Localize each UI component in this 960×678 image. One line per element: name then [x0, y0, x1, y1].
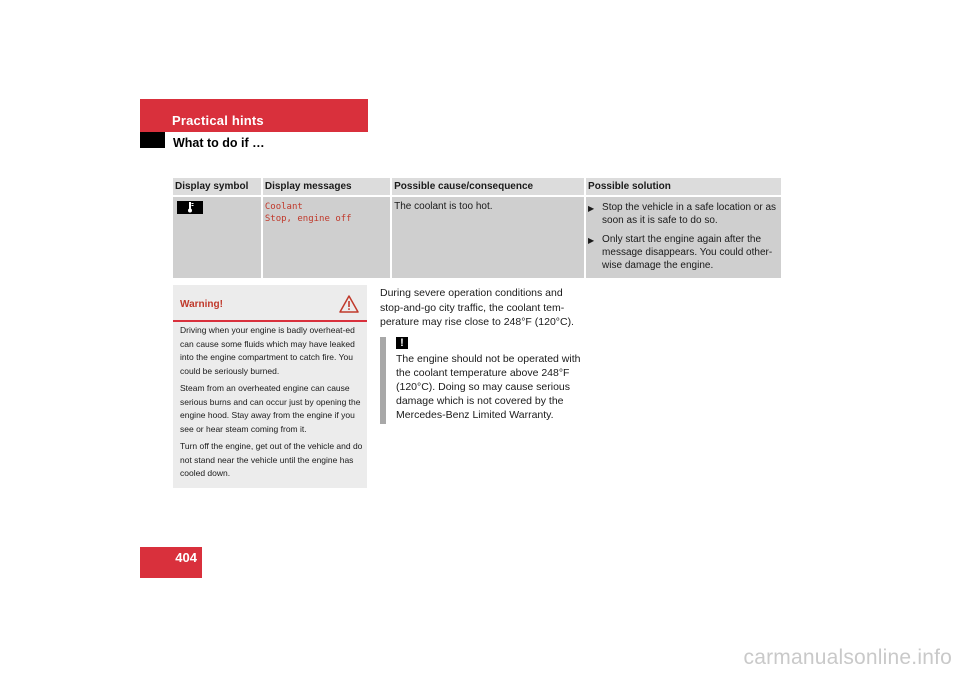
page-number: 404	[140, 547, 202, 578]
solution-item	[588, 201, 778, 227]
warning-paragraph: Driving when your engine is badly overheat-ed can cause some fluids which may have leaked into the engine compartment to catch fire. You could be seriously burned.	[180, 325, 355, 376]
header-display-symbol: Display symbol	[173, 178, 262, 196]
solution-text: Stop the vehicle in a safe location or as soon as it is safe to do so.	[602, 202, 777, 226]
solution-cell	[585, 196, 781, 278]
coolant-temperature-icon	[177, 201, 203, 214]
warning-body	[180, 324, 363, 485]
warning-title: Warning!	[180, 299, 223, 310]
header-possible-cause: Possible cause/consequence	[391, 178, 585, 196]
section-title: Practical hints	[140, 99, 368, 132]
solution-item	[588, 233, 778, 272]
message-line-stop: Stop, engine off	[264, 214, 352, 224]
symbol-cell	[173, 196, 262, 278]
watermark: carmanualsonline.info	[743, 646, 952, 669]
bullet-arrow-icon: ▶	[588, 204, 595, 213]
warning-paragraph: Steam from an overheated engine can cause serious burns and can occur just by opening the engine hood. Stay away from the engine if you see or hear steam coming from it.	[180, 383, 361, 434]
warning-paragraph: Turn off the engine, get out of the vehicle and do not stand near the vehicle until the engine has cooled down.	[180, 441, 363, 478]
message-cell	[262, 196, 391, 278]
header-display-messages: Display messages	[262, 178, 391, 196]
message-line-coolant: Coolant	[264, 202, 303, 212]
section-marker	[140, 132, 165, 148]
table-row	[173, 196, 781, 278]
bullet-arrow-icon: ▶	[588, 236, 595, 245]
table-header-row	[173, 178, 781, 196]
warning-divider	[173, 320, 367, 322]
warning-triangle-icon	[339, 295, 359, 313]
display-message-table	[173, 178, 781, 278]
body-paragraph: During severe operation conditions and stop-and-go city traffic, the coolant tem-perature may rise close to 248°F (120°C).	[380, 287, 574, 328]
header-possible-solution: Possible solution	[585, 178, 781, 196]
cause-cell: The coolant is too hot.	[391, 196, 585, 278]
note-text: The engine should not be operated with the coolant temperature above 248°F (120°C). Doing so may cause serious damage which is not covered by the Mercedes-Benz Limited Warranty.	[396, 353, 581, 421]
note-sidebar	[380, 337, 386, 424]
warning-box	[173, 285, 367, 488]
subsection-title: What to do if …	[173, 136, 265, 150]
solution-text: Only start the engine again after the message disappears. You could other-wise damage the engine.	[602, 234, 773, 271]
note-exclamation-icon: !	[396, 337, 408, 349]
